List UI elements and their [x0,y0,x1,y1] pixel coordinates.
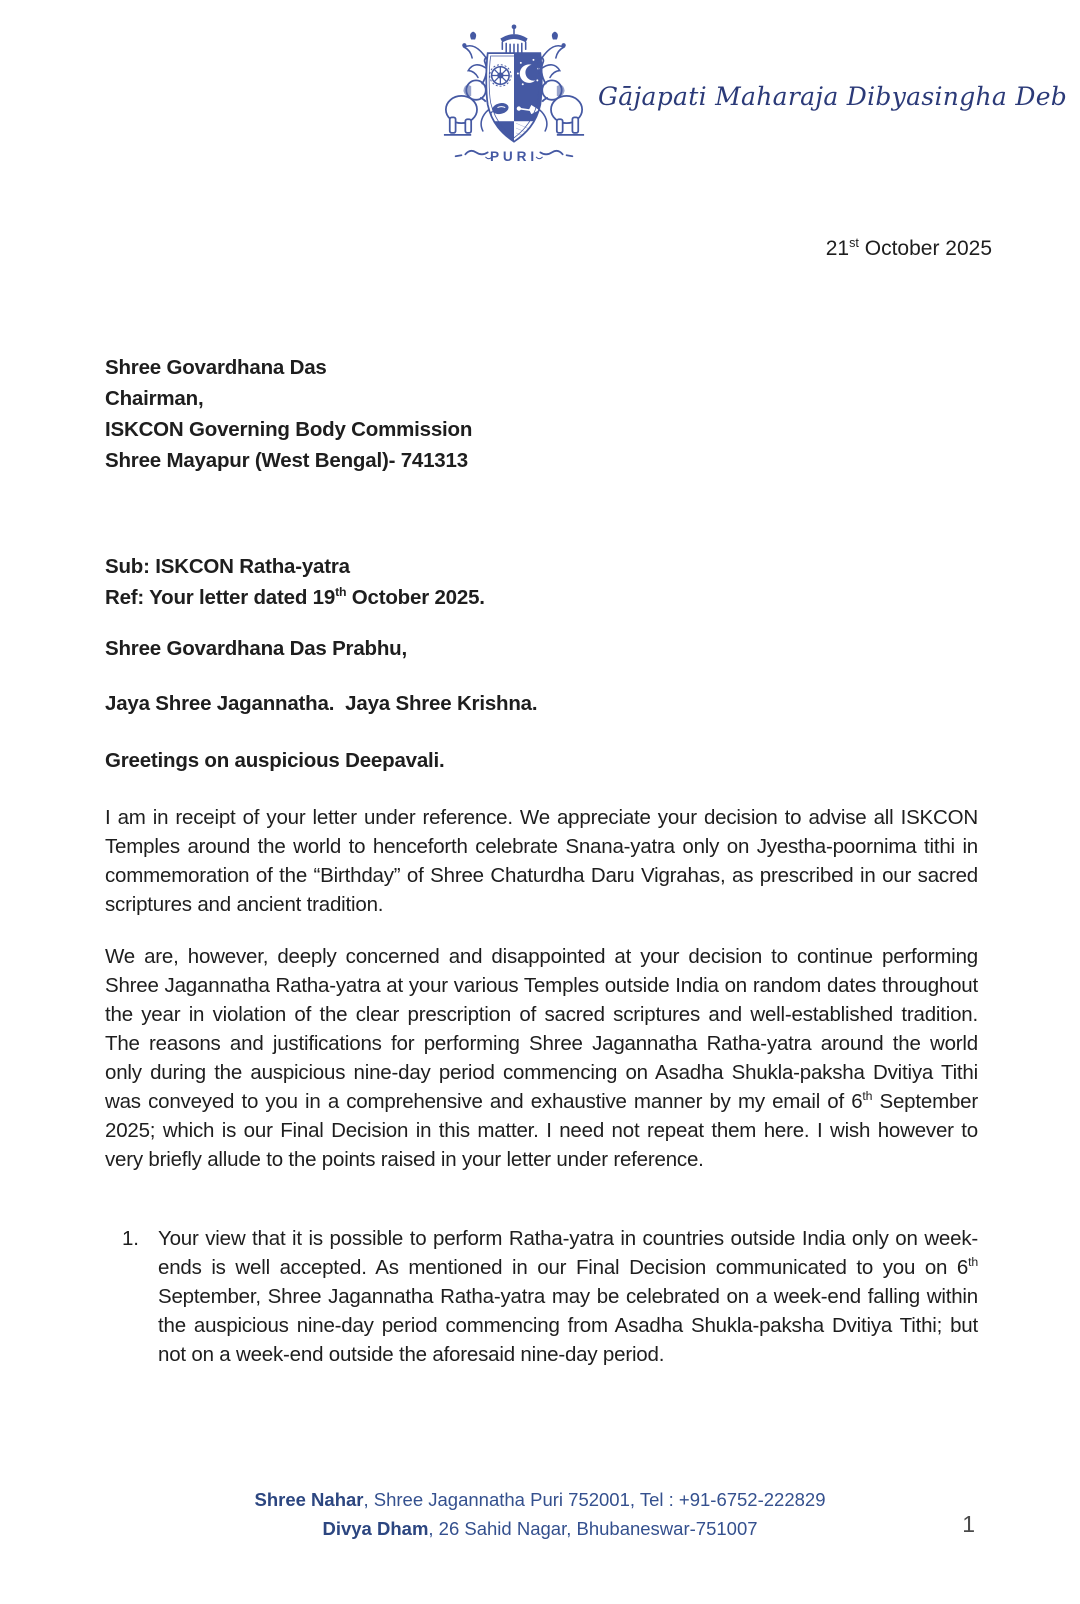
list-item-ordinal: th [968,1255,978,1270]
reference-text-after: October 2025. [346,586,485,609]
address-line: Shree Mayapur (West Bengal)- 741313 [105,449,468,472]
paragraph-1: I am in receipt of your letter under reference. We appreciate your decision to advise all ISKCON Temples around the world to henceforth celebrate Snana-yatra only on Jyestha-poornima tithi in commemoration of the “Birthday” of Shree Chaturdha Daru Vigrahas, as prescribed in our sacred scriptures and ancient tradition. [105,806,978,916]
footer-address-2 [0,1518,1080,1540]
royal-name: Gājapati Maharaja Dibyasingha Deb [598,82,1068,111]
paragraph-2 [105,942,978,1174]
list-item [105,1224,978,1369]
shield-icon [483,49,545,146]
greeting-line: Greetings on auspicious Deepavali. [105,749,445,772]
date-rest: October 2025 [858,237,992,260]
footer-address-1 [0,1489,1080,1511]
footer-address-2-name: Divya Dham [322,1518,429,1539]
reference-ordinal: th [335,585,347,600]
paragraph-2-text: We are, however, deeply concerned and disappointed at your decision to continue performing Shree Jagannatha Ratha-yatra at your various Temples outside India on random dates throughout the year in violation of the clear prescription of sacred scriptures and well-established tradition. The reasons and justifications for performing Shree Jagannatha Ratha-yatra around the world only during the auspicious nine-day period commencing on Asadha Shukla-paksha Dvitiya Tithi was conveyed to you in a comprehensive and exhaustive manner by my email of 6 [105,945,978,1113]
paragraph-2-text-after: September 2025; which is our Final Decision in this matter. I need not repeat them here. I wish however to very briefly allude to the points raised in your letter under reference. [105,1090,978,1171]
crest-label: PURI [489,149,539,165]
address-line: Chairman, [105,387,204,410]
invocation-line: Jaya Shree Jagannatha. Jaya Shree Krishna. [105,692,538,715]
reference-line [105,582,485,613]
puri-royal-crest-icon [436,20,592,166]
numbered-list [105,1224,978,1369]
subject-line: Sub: ISKCON Ratha-yatra [105,555,350,578]
list-item-text [158,1224,978,1369]
list-number: 1. [122,1227,139,1250]
salutation: Shree Govardhana Das Prabhu, [105,637,408,660]
subject-block [105,551,485,613]
list-item-segment: Your view that it is possible to perform Ratha-yatra in countries outside India only on week-ends is well accepted. As mentioned in our Final Decision communicated to you on 6 [158,1227,978,1279]
date-day: 21 [825,237,850,260]
footer-address-2-rest: , 26 Sahid Nagar, Bhubaneswar-751007 [428,1518,758,1539]
footer-address-1-rest: , Shree Jagannatha Puri 752001, Tel : +91-6752-222829 [363,1489,826,1510]
elephant-left-icon [444,57,489,135]
address-line: Shree Govardhana Das [105,356,327,379]
paragraph-2-ordinal: th [862,1089,873,1104]
footer-address-1-name: Shree Nahar [254,1489,364,1510]
letter-date [700,237,992,261]
elephant-right-icon [539,57,584,135]
address-line: ISKCON Governing Body Commission [105,418,473,441]
page-number: 1 [962,1511,975,1537]
list-item-segment-after: September, Shree Jagannatha Ratha-yatra may be celebrated on a week-end falling within the auspicious nine-day period commencing from Asadha Shukla-paksha Dvitiya Tithi; but not on a week-end outside the aforesaid nine-day period. [158,1285,978,1366]
date-ordinal: st [849,236,859,250]
recipient-address [105,352,472,476]
reference-text: Ref: Your letter dated 19 [105,586,336,609]
